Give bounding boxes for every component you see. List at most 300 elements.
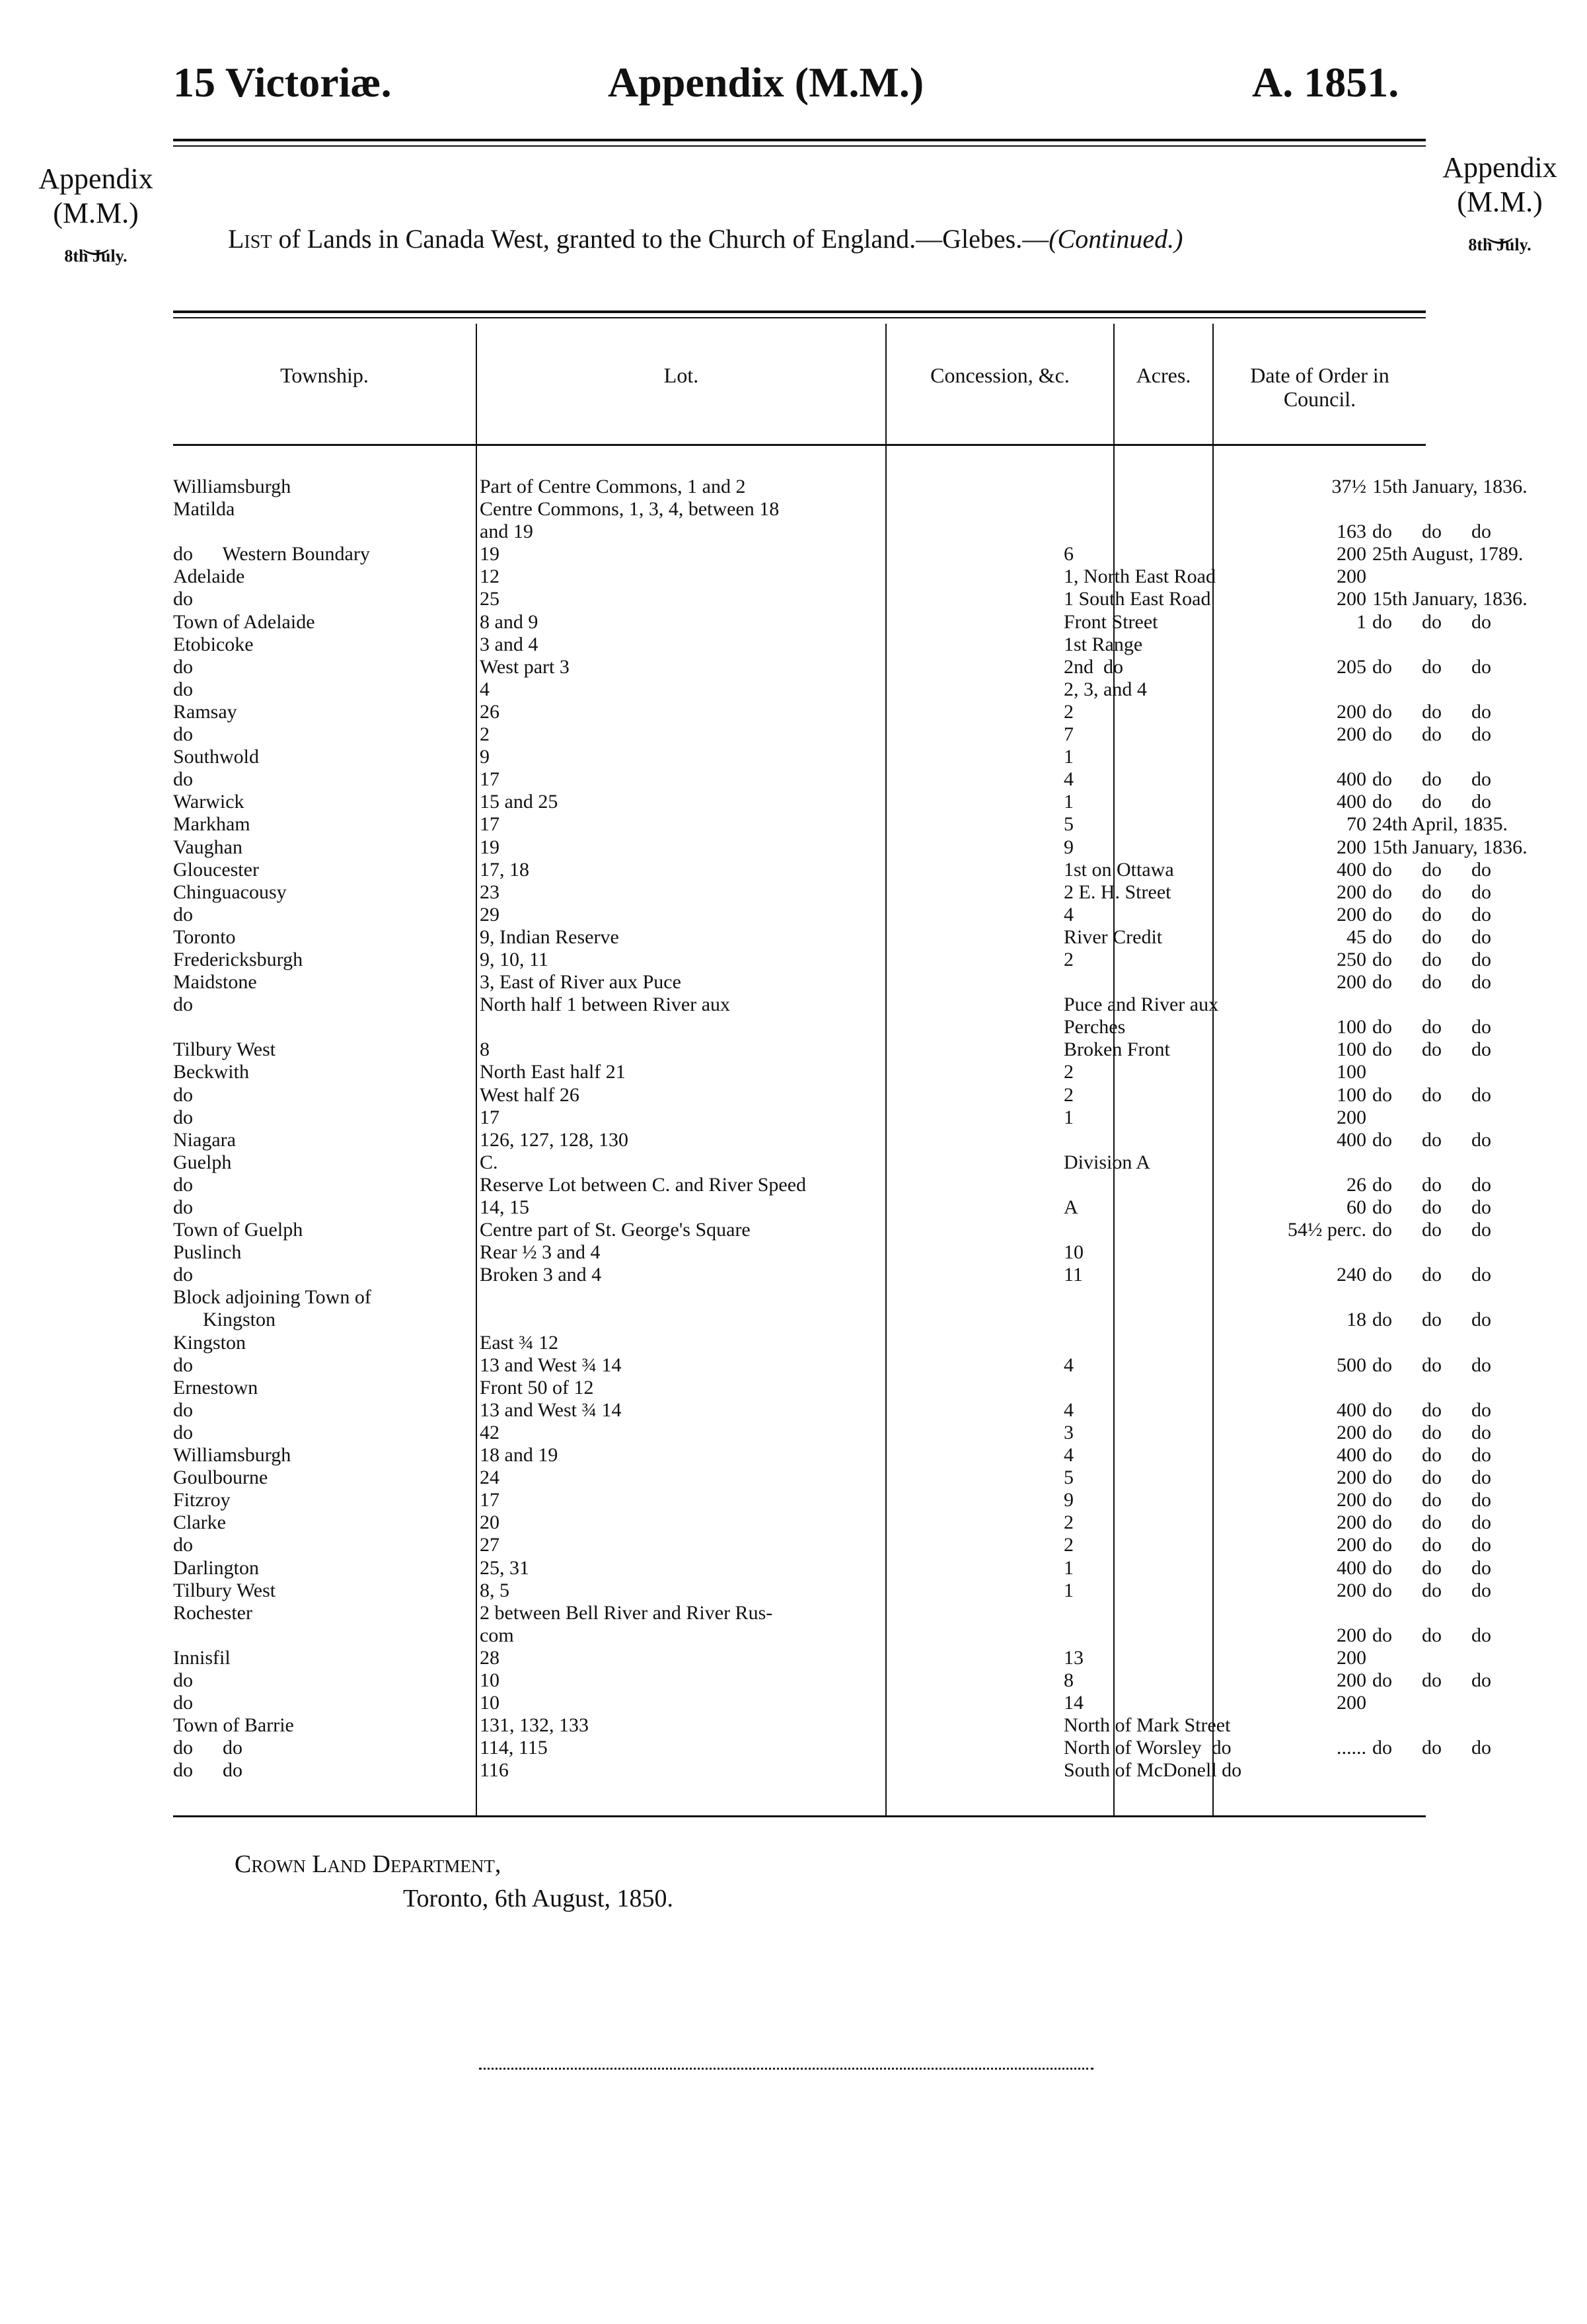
lot-cell: Front 50 of 12: [480, 1376, 594, 1398]
acres-cell: 100: [1337, 1016, 1366, 1038]
concession-cell: 9: [1064, 1489, 1074, 1511]
lot-cell: 18 and 19: [480, 1444, 558, 1467]
date-cell: do do do: [1372, 700, 1491, 723]
header-rule-top: [173, 139, 1426, 141]
township-cell: Block adjoining Town of: [173, 1286, 371, 1309]
table-row: [173, 723, 1491, 746]
township-cell: Town of Adelaide: [173, 610, 315, 633]
date-cell: 15th January, 1836.: [1372, 476, 1528, 497]
table-row: [173, 1286, 1426, 1309]
acres-cell: 70: [1347, 813, 1366, 836]
table-row: [173, 1759, 1426, 1782]
lot-cell: Part of Centre Commons, 1 and 2: [480, 476, 746, 497]
lot-cell: 17, 18: [480, 858, 529, 881]
table-row: [173, 746, 1426, 768]
table-rule-bottom: [173, 1815, 1426, 1817]
concession-cell: Perches: [1064, 1016, 1126, 1038]
lot-cell: 8 and 9: [480, 610, 538, 633]
acres-cell: 400: [1337, 1128, 1366, 1151]
column-header-lot: Lot.: [663, 363, 699, 387]
township-cell: do: [173, 655, 193, 678]
lot-cell: 19: [480, 543, 499, 565]
date-cell: do do do: [1372, 926, 1491, 948]
date-cell: do do do: [1372, 1309, 1491, 1331]
table-row: [173, 881, 1491, 904]
lot-cell: 28: [480, 1646, 499, 1669]
acres-cell: 200: [1337, 1692, 1366, 1714]
table-row: [173, 610, 1491, 634]
table-row: [173, 836, 1528, 859]
concession-cell: 5: [1064, 1467, 1074, 1489]
date-cell: 15th January, 1836.: [1372, 588, 1528, 610]
column-header-township: Township.: [280, 363, 369, 387]
date-cell: do do do: [1372, 1421, 1491, 1443]
lot-cell: 126, 127, 128, 130: [480, 1128, 628, 1151]
table-row: [173, 1647, 1426, 1669]
margin-note-left-line1: Appendix: [38, 163, 153, 195]
header-rule-bottom: [173, 145, 1426, 147]
margin-note-left: [26, 162, 165, 266]
table-row: [173, 498, 1426, 521]
date-cell: do do do: [1372, 723, 1491, 746]
lot-cell: 131, 132, 133: [480, 1714, 589, 1737]
date-cell: do do do: [1372, 881, 1491, 903]
acres-cell: 200: [1337, 565, 1366, 588]
lot-cell: 8, 5: [480, 1579, 509, 1601]
concession-cell: Puce and River aux: [1064, 994, 1219, 1016]
table-row: [173, 1016, 1491, 1038]
township-cell: do: [173, 1669, 193, 1691]
lot-cell: com: [480, 1624, 514, 1646]
date-cell: do do do: [1372, 1489, 1491, 1511]
acres-cell: 37½: [1331, 476, 1366, 497]
acres-cell: 200: [1337, 700, 1366, 723]
acres-cell: 200: [1337, 1106, 1366, 1128]
township-cell: Ramsay: [173, 700, 237, 723]
table-row: [173, 1692, 1426, 1714]
township-cell: do Western Boundary: [173, 543, 370, 565]
date-cell: do do do: [1372, 1173, 1491, 1196]
concession-cell: 9: [1064, 836, 1074, 858]
concession-cell: 5: [1064, 813, 1074, 836]
concession-cell: 2: [1064, 1083, 1074, 1106]
date-cell: do do do: [1372, 521, 1491, 543]
date-cell: do do do: [1372, 1398, 1491, 1421]
footer-place-date: Toronto, 6th August, 1850.: [403, 1885, 674, 1912]
township-cell: do: [173, 1692, 193, 1714]
table-row: [173, 1196, 1491, 1219]
concession-cell: 1: [1064, 791, 1074, 813]
concession-cell: South of McDonell do: [1064, 1759, 1242, 1782]
table-row: [173, 994, 1426, 1016]
lot-cell: 12: [480, 565, 499, 588]
concession-cell: A: [1064, 1196, 1078, 1218]
margin-brace-left: ⏝: [83, 223, 109, 253]
concession-cell: 8: [1064, 1669, 1074, 1691]
table-row: [173, 1264, 1491, 1286]
table-row: [173, 1128, 1491, 1151]
lot-cell: 17: [480, 1489, 499, 1511]
concession-cell: 2 E. H. Street: [1064, 881, 1171, 903]
township-cell: Chinguacousy: [173, 881, 287, 903]
table-row: [173, 1173, 1491, 1196]
lot-cell: 25: [480, 588, 499, 610]
lot-cell: Rear ½ 3 and 4: [480, 1241, 601, 1264]
acres-cell: 200: [1337, 903, 1366, 926]
township-cell: Innisfil: [173, 1646, 231, 1669]
date-cell: do do do: [1372, 1737, 1491, 1759]
column-header-concession: Concession, &c.: [930, 363, 1070, 387]
date-cell: do do do: [1372, 858, 1491, 881]
concession-cell: 11: [1064, 1264, 1083, 1286]
concession-cell: 6: [1064, 543, 1074, 565]
lot-cell: 29: [480, 903, 499, 926]
date-cell: do do do: [1372, 1444, 1491, 1467]
date-cell: do do do: [1372, 610, 1491, 633]
table-row: [173, 1377, 1426, 1399]
date-cell: 24th April, 1835.: [1372, 813, 1508, 836]
lot-cell: 9, Indian Reserve: [480, 926, 619, 948]
table-row: [173, 1624, 1491, 1647]
lot-cell: 15 and 25: [480, 791, 558, 813]
concession-cell: 4: [1064, 1398, 1074, 1421]
table-row: [173, 1444, 1491, 1467]
acres-cell: 18: [1347, 1309, 1366, 1331]
concession-cell: 1: [1064, 1106, 1074, 1128]
lot-cell: 10: [480, 1692, 499, 1714]
concession-cell: 2nd do: [1064, 655, 1123, 678]
township-cell: do: [173, 1173, 193, 1196]
lot-cell: 9: [480, 746, 490, 768]
township-cell: Southwold: [173, 746, 260, 768]
township-cell: Williamsburgh: [173, 1444, 291, 1467]
margin-brace-right: ⏝: [1487, 212, 1513, 242]
acres-cell: 45: [1347, 926, 1366, 948]
township-cell: Adelaide: [173, 565, 245, 588]
margin-note-right-line1: Appendix: [1442, 151, 1557, 184]
date-cell: do do do: [1372, 1219, 1491, 1241]
table-row: [173, 813, 1508, 836]
lot-cell: West half 26: [480, 1083, 579, 1106]
lot-cell: 3 and 4: [480, 633, 538, 655]
lot-cell: 116: [480, 1759, 509, 1782]
date-cell: do do do: [1372, 1579, 1491, 1601]
acres-cell: 200: [1337, 1534, 1366, 1556]
lot-cell: 23: [480, 881, 499, 903]
table-row: [173, 1556, 1491, 1580]
concession-cell: North of Worsley do: [1064, 1737, 1232, 1759]
lot-cell: Centre Commons, 1, 3, 4, between 18: [480, 498, 780, 521]
township-cell: Toronto: [173, 926, 236, 948]
margin-note-right: [1424, 151, 1576, 255]
acres-cell: 200: [1337, 1624, 1366, 1646]
date-cell: do do do: [1372, 1556, 1491, 1579]
concession-cell: 1: [1064, 1556, 1074, 1579]
concession-cell: 4: [1064, 1444, 1074, 1467]
concession-cell: 4: [1064, 768, 1074, 791]
table-row: [173, 791, 1491, 813]
lot-cell: Broken 3 and 4: [480, 1264, 602, 1286]
lot-cell: North half 1 between River aux: [480, 994, 731, 1016]
acres-cell: 200: [1337, 1579, 1366, 1601]
lot-cell: 17: [480, 813, 499, 836]
table-row: [173, 1534, 1491, 1556]
acres-cell: 1: [1356, 610, 1366, 633]
table-row: [173, 926, 1491, 949]
date-cell: do do do: [1372, 903, 1491, 926]
acres-cell: 200: [1337, 723, 1366, 746]
table-row: [173, 476, 1528, 498]
township-cell: Clarke: [173, 1511, 226, 1534]
table-row: [173, 678, 1426, 701]
township-cell: Niagara: [173, 1128, 236, 1151]
township-cell: Beckwith: [173, 1061, 249, 1083]
acres-cell: 250: [1337, 948, 1366, 970]
lot-cell: 20: [480, 1511, 499, 1534]
lot-cell: 4: [480, 678, 490, 700]
date-cell: do do do: [1372, 1196, 1491, 1218]
township-cell: do: [173, 588, 193, 610]
lot-cell: 13 and West ¾ 14: [480, 1354, 622, 1376]
column-header-rule: [173, 444, 1426, 446]
township-cell: Gloucester: [173, 858, 259, 881]
township-cell: Matilda: [173, 498, 235, 521]
lot-cell: C.: [480, 1151, 498, 1173]
township-cell: do: [173, 678, 193, 700]
lot-cell: and 19: [480, 521, 533, 543]
township-cell: do do: [173, 1737, 242, 1759]
lot-cell: 10: [480, 1669, 499, 1691]
township-cell: do: [173, 1083, 193, 1106]
concession-cell: Broken Front: [1064, 1038, 1170, 1061]
concession-cell: 1: [1064, 746, 1074, 768]
township-cell: Fitzroy: [173, 1489, 231, 1511]
acres-cell: 400: [1337, 1444, 1366, 1467]
table-title-prefix: List: [228, 224, 272, 254]
date-cell: do do do: [1372, 1354, 1491, 1376]
concession-cell: 14: [1064, 1692, 1084, 1714]
acres-cell: 400: [1337, 858, 1366, 881]
township-cell: Darlington: [173, 1556, 259, 1579]
township-cell: do: [173, 1398, 193, 1421]
lot-cell: 19: [480, 836, 499, 858]
margin-note-left-line2: (M.M.): [53, 197, 139, 229]
column-header-date: Date of Order in Council.: [1250, 363, 1389, 411]
table-row: [173, 1332, 1426, 1354]
township-cell: do: [173, 1421, 193, 1443]
township-cell: Guelph: [173, 1151, 232, 1173]
table-row: [173, 634, 1426, 656]
township-cell: do: [173, 723, 193, 746]
table-row: [173, 1579, 1491, 1602]
concession-cell: 7: [1064, 723, 1074, 746]
township-cell: do: [173, 903, 193, 926]
township-cell: Fredericksburgh: [173, 948, 303, 970]
concession-cell: 2: [1064, 1534, 1074, 1556]
township-cell: do: [173, 1106, 193, 1128]
table-title-suffix: (Continued.): [1049, 224, 1183, 254]
acres-cell: 200: [1337, 1646, 1366, 1669]
acres-cell: 26: [1347, 1173, 1366, 1196]
lot-cell: 13 and West ¾ 14: [480, 1398, 622, 1421]
table-row: [173, 1107, 1426, 1129]
acres-cell: 200: [1337, 543, 1366, 565]
township-cell: Goulbourne: [173, 1467, 268, 1489]
table-row: [173, 1714, 1426, 1737]
township-cell: do: [173, 1354, 193, 1376]
township-cell: do: [173, 994, 193, 1016]
acres-cell: 400: [1337, 768, 1366, 791]
township-cell: Ernestown: [173, 1376, 258, 1398]
date-cell: 25th August, 1789.: [1372, 543, 1524, 565]
lot-cell: 2: [480, 723, 490, 746]
lot-cell: 2 between Bell River and River Rus-: [480, 1601, 773, 1624]
date-cell: do do do: [1372, 768, 1491, 791]
lot-cell: 8: [480, 1038, 490, 1061]
date-cell: do do do: [1372, 948, 1491, 970]
table-row: [173, 1489, 1491, 1511]
running-head-center: Appendix (M.M.): [608, 59, 924, 106]
concession-cell: Front Street: [1064, 610, 1158, 633]
township-cell: do: [173, 1534, 193, 1556]
township-cell: Town of Barrie: [173, 1714, 294, 1737]
margin-note-left-date: 8th July.: [64, 246, 128, 266]
table-rule-top-thin: [173, 317, 1426, 318]
acres-cell: 200: [1337, 1669, 1366, 1691]
township-cell: Williamsburgh: [173, 476, 291, 497]
date-cell: do do do: [1372, 1264, 1491, 1286]
concession-cell: 1 South East Road: [1064, 588, 1211, 610]
table-row: [173, 565, 1426, 588]
township-cell: Vaughan: [173, 836, 242, 858]
acres-cell: 200: [1337, 881, 1366, 903]
township-cell: Tilbury West: [173, 1038, 276, 1061]
concession-cell: North of Mark Street: [1064, 1714, 1231, 1737]
acres-cell: 500: [1337, 1354, 1366, 1376]
acres-cell: 200: [1337, 836, 1366, 858]
concession-cell: 4: [1064, 903, 1074, 926]
table-row: [173, 858, 1491, 881]
table-row: [173, 1219, 1491, 1241]
acres-cell: 200: [1337, 1489, 1366, 1511]
acres-cell: 54½ perc.: [1287, 1219, 1366, 1241]
township-cell: Kingston: [173, 1309, 276, 1331]
table-row: [173, 655, 1491, 678]
margin-note-right-date: 8th July.: [1468, 235, 1532, 254]
township-cell: do: [173, 1196, 193, 1218]
concession-cell: 2: [1064, 1511, 1074, 1534]
acres-cell: 200: [1337, 588, 1366, 610]
table-row: [173, 1421, 1491, 1444]
acres-cell: 200: [1337, 971, 1366, 994]
table-row: [173, 1241, 1426, 1264]
lot-cell: Reserve Lot between C. and River Speed: [480, 1173, 807, 1196]
lot-cell: 24: [480, 1467, 499, 1489]
date-cell: do do do: [1372, 655, 1491, 678]
lot-cell: West part 3: [480, 655, 570, 678]
margin-note-right-line2: (M.M.): [1457, 186, 1543, 218]
date-cell: do do do: [1372, 1467, 1491, 1489]
township-cell: Maidstone: [173, 971, 257, 994]
acres-cell: 400: [1337, 1556, 1366, 1579]
table-body: [173, 476, 1528, 1782]
date-cell: do do do: [1372, 971, 1491, 994]
table-row: [173, 1083, 1491, 1107]
date-cell: do do do: [1372, 1128, 1491, 1151]
table-row: [173, 1602, 1426, 1624]
table-row: [173, 1398, 1491, 1422]
concession-cell: 2, 3, and 4: [1064, 678, 1147, 700]
township-cell: do: [173, 768, 193, 791]
acres-cell: 100: [1337, 1061, 1366, 1083]
township-cell: Rochester: [173, 1601, 252, 1624]
table-row: [173, 543, 1524, 565]
date-cell: do do do: [1372, 1016, 1491, 1038]
date-cell: do do do: [1372, 791, 1491, 813]
concession-cell: 2: [1064, 948, 1074, 970]
township-cell: do do: [173, 1759, 242, 1782]
acres-cell: 163: [1337, 521, 1366, 543]
table-row: [173, 1467, 1491, 1489]
lot-cell: 114, 115: [480, 1737, 548, 1759]
table-row: [173, 700, 1491, 723]
end-ornament-rule: [479, 2068, 1093, 2070]
table-row: [173, 903, 1491, 926]
date-cell: do do do: [1372, 1669, 1491, 1691]
concession-cell: 1: [1064, 1579, 1074, 1601]
acres-cell: 200: [1337, 1467, 1366, 1489]
acres-cell: ......: [1337, 1737, 1366, 1759]
acres-cell: 400: [1337, 1398, 1366, 1421]
date-cell: do do do: [1372, 1624, 1491, 1646]
township-cell: Town of Guelph: [173, 1219, 303, 1241]
concession-cell: Division A: [1064, 1151, 1150, 1173]
concession-cell: 1st Range: [1064, 633, 1143, 655]
table-row: [173, 588, 1528, 610]
table-row: [173, 1038, 1491, 1061]
footer-department: Crown Land Department,: [235, 1850, 501, 1878]
lot-cell: 14, 15: [480, 1196, 529, 1218]
lot-cell: 17: [480, 768, 499, 791]
lot-cell: Centre part of St. George's Square: [480, 1219, 751, 1241]
lot-cell: 42: [480, 1421, 499, 1443]
table-row: [173, 1669, 1491, 1692]
table-row: [173, 521, 1491, 543]
township-cell: do: [173, 1264, 193, 1286]
table-title-main: of Lands in Canada West, granted to the Church of England.—Glebes.—: [272, 224, 1049, 254]
township-cell: Puslinch: [173, 1241, 242, 1264]
concession-cell: 1st on Ottawa: [1064, 858, 1174, 881]
acres-cell: 60: [1347, 1196, 1366, 1218]
lot-cell: 25, 31: [480, 1556, 529, 1579]
date-cell: do do do: [1372, 1511, 1491, 1534]
lot-cell: 17: [480, 1106, 499, 1128]
date-cell: do do do: [1372, 1038, 1491, 1061]
running-head-left: 15 Victoriæ.: [173, 59, 392, 106]
concession-cell: 10: [1064, 1241, 1084, 1264]
date-cell: do do do: [1372, 1083, 1491, 1106]
table-row: [173, 1151, 1426, 1174]
township-cell: Tilbury West: [173, 1579, 276, 1601]
acres-cell: 240: [1337, 1264, 1366, 1286]
concession-cell: 4: [1064, 1354, 1074, 1376]
acres-cell: 205: [1337, 655, 1366, 678]
concession-cell: 2: [1064, 1061, 1074, 1083]
acres-cell: 200: [1337, 1511, 1366, 1534]
table-title: [228, 223, 1417, 254]
concession-cell: 1, North East Road: [1064, 565, 1216, 588]
table-row: [173, 1511, 1491, 1534]
